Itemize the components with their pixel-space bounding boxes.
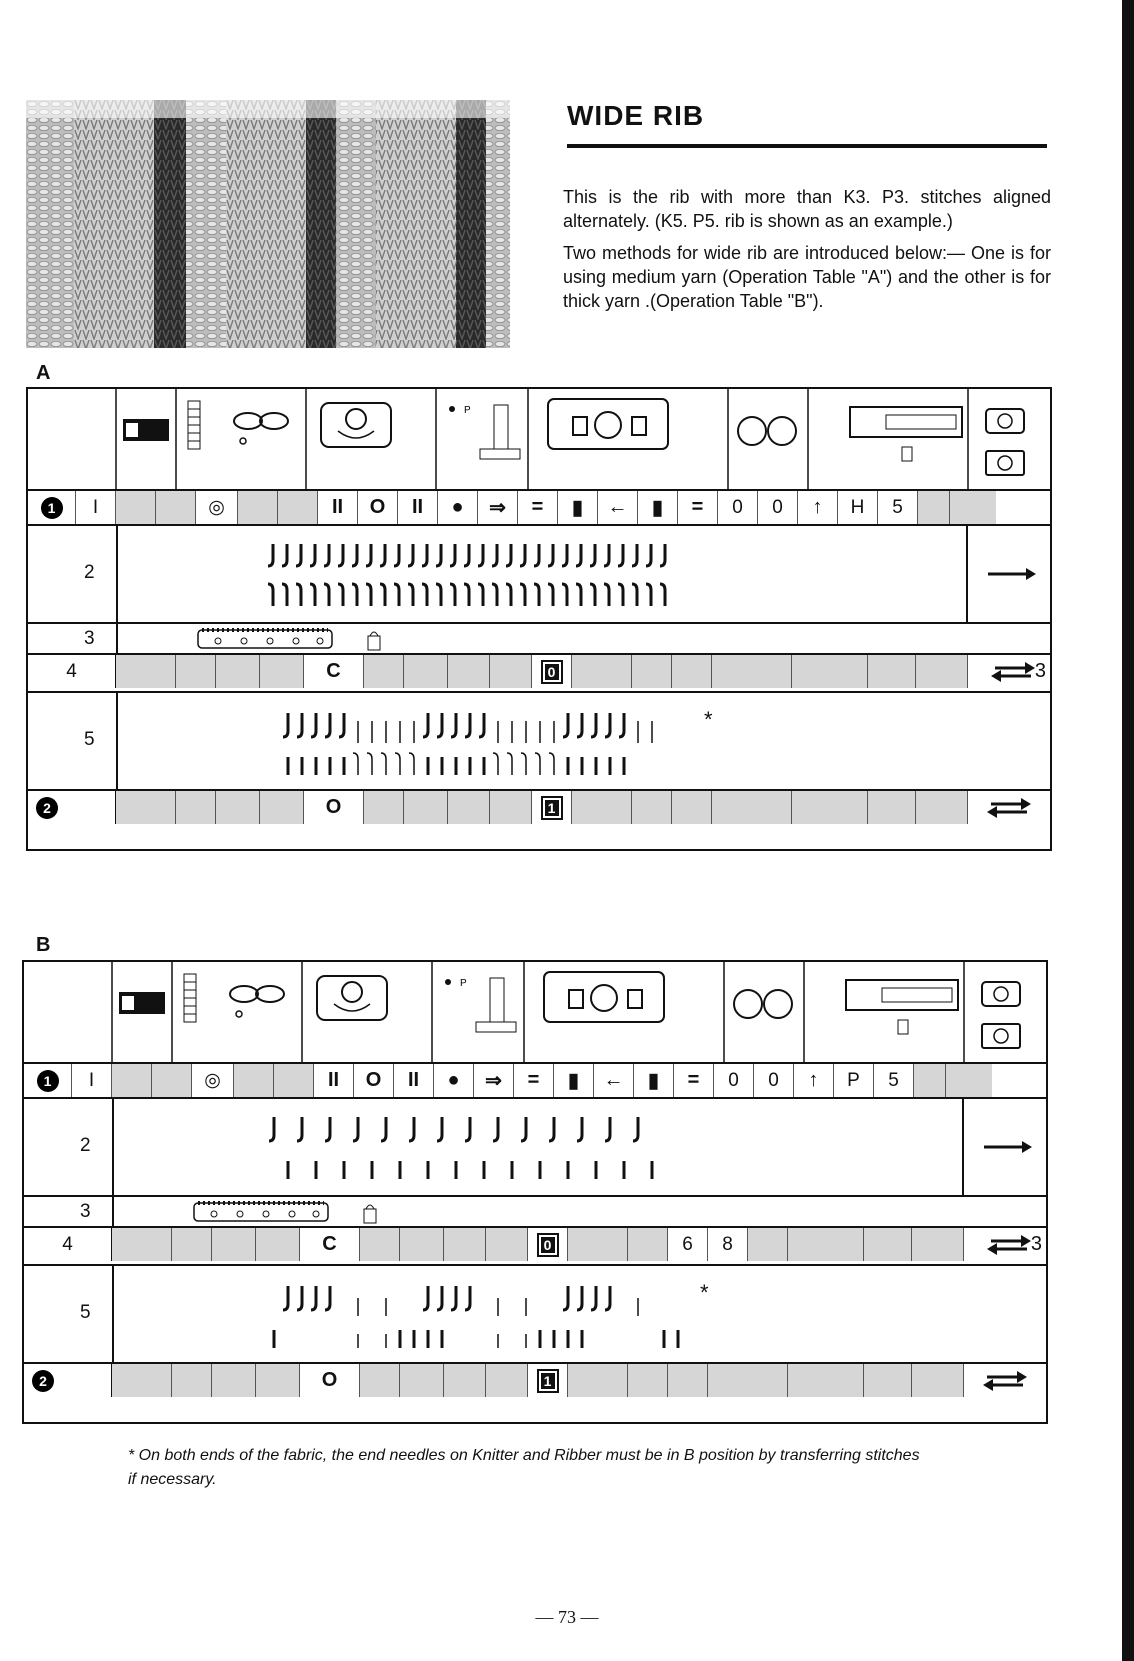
cell: II (394, 1064, 434, 1097)
double-arrow-icon (983, 1370, 1027, 1392)
cell: = (514, 1064, 554, 1097)
footnote-marker: * (704, 707, 713, 732)
comb-weight-icon (188, 626, 408, 654)
svg-text:P: P (464, 405, 471, 416)
table-b-row-6 (24, 1362, 1046, 1397)
step-2-bullet: 2 (32, 1370, 54, 1392)
intro-paragraph-2: Two methods for wide rib are introduced below:— One is for using medium yarn (Operation Table "A") and the other is for thick yarn .(Operation Table "B"). (563, 243, 1051, 311)
arrow-right-icon (988, 566, 1038, 582)
cell: ◎ (192, 1064, 234, 1097)
cell: = (674, 1064, 714, 1097)
step-number: 4 (24, 1228, 112, 1261)
table-b-row-1 (24, 1062, 1046, 1097)
table-a-row-5 (28, 691, 1050, 789)
footnote: * On both ends of the fabric, the end needles on Knitter and Ribber must be in B position by transferring stitches if necessary. (128, 1447, 920, 1488)
cell: 5 (878, 491, 918, 524)
cell: ↑ (794, 1064, 834, 1097)
comb-weight-icon (184, 1199, 404, 1227)
cell: I (72, 1064, 112, 1097)
cell: ⇒ (478, 491, 518, 524)
cell: II (314, 1064, 354, 1097)
cell: II (318, 491, 358, 524)
racking-count: 3 (1030, 1233, 1042, 1255)
step-number: 2 (84, 562, 95, 583)
table-a-row-3 (28, 622, 1050, 655)
cell: ▮ (558, 491, 598, 524)
page-edge (1122, 0, 1134, 1661)
cell: ← (598, 491, 638, 524)
needle-diagram (268, 530, 708, 620)
cell: ⇒ (474, 1064, 514, 1097)
racking-count: 3 (1034, 660, 1046, 682)
intro-paragraph-1: This is the rib with more than K3. P3. stitches aligned alternately. (K5. P5. rib is shown as an example.) (563, 187, 1051, 231)
cell: 0 (754, 1064, 794, 1097)
step-1-bullet: 1 (41, 497, 63, 519)
table-b-header-icons (24, 962, 1046, 1062)
cell: = (678, 491, 718, 524)
cell: 0 (541, 660, 563, 684)
step-number: 2 (80, 1135, 91, 1156)
cell: I (76, 491, 116, 524)
cell: O (358, 491, 398, 524)
page-number: — 73 — (535, 1607, 599, 1627)
cell: C (300, 1228, 360, 1261)
cell: ↑ (798, 491, 838, 524)
title-underline (567, 144, 1047, 148)
cell: 6 (668, 1228, 708, 1261)
cell: ▮ (554, 1064, 594, 1097)
operation-table-a (26, 387, 1052, 851)
table-b-label: B (36, 934, 51, 956)
cell: 1 (541, 796, 563, 820)
cell: ● (434, 1064, 474, 1097)
table-a-header-icons (28, 389, 1050, 489)
cell: ▮ (638, 491, 678, 524)
cell: 0 (758, 491, 798, 524)
needle-diagram (264, 1272, 704, 1358)
cell: O (300, 1364, 360, 1397)
table-b-row-4 (24, 1226, 1046, 1261)
cell: 0 (537, 1233, 559, 1257)
arrow-right-icon (984, 1139, 1034, 1155)
cell: 0 (718, 491, 758, 524)
cell: 1 (537, 1369, 559, 1393)
table-b-row-5 (24, 1264, 1046, 1362)
step-number: 5 (80, 1302, 91, 1323)
cell: ▮ (634, 1064, 674, 1097)
needle-diagram (264, 1103, 704, 1193)
cell: 5 (874, 1064, 914, 1097)
cell: 8 (708, 1228, 748, 1261)
table-a-row-6 (28, 789, 1050, 824)
table-b-row-2 (24, 1097, 1046, 1195)
step-number: 3 (84, 628, 95, 649)
table-a-row-2 (28, 524, 1050, 622)
rib-fabric-photo (26, 100, 510, 348)
double-arrow-icon (987, 1234, 1031, 1256)
footnote-marker: * (700, 1280, 709, 1305)
cell: C (304, 655, 364, 688)
double-arrow-icon (991, 661, 1035, 683)
step-2-bullet: 2 (36, 797, 58, 819)
table-b-row-3 (24, 1195, 1046, 1228)
operation-table-b (22, 960, 1048, 1424)
page-title: WIDE RIB (567, 100, 705, 131)
step-1-bullet: 1 (37, 1070, 59, 1092)
needle-diagram (268, 699, 708, 785)
cell: O (354, 1064, 394, 1097)
step-number: 3 (80, 1201, 91, 1222)
step-number: 5 (84, 729, 95, 750)
cell: ◎ (196, 491, 238, 524)
double-arrow-icon (987, 797, 1031, 819)
cell: O (304, 791, 364, 824)
table-a-row-1 (28, 489, 1050, 524)
cell: ● (438, 491, 478, 524)
table-a-row-4 (28, 653, 1050, 688)
cell: P (834, 1064, 874, 1097)
cell: ← (594, 1064, 634, 1097)
cell: II (398, 491, 438, 524)
cell: = (518, 491, 558, 524)
step-number: 4 (28, 655, 116, 688)
intro-text (563, 185, 1051, 321)
cell: H (838, 491, 878, 524)
cell: 0 (714, 1064, 754, 1097)
table-a-label: A (36, 362, 51, 384)
svg-text:P: P (460, 978, 467, 989)
